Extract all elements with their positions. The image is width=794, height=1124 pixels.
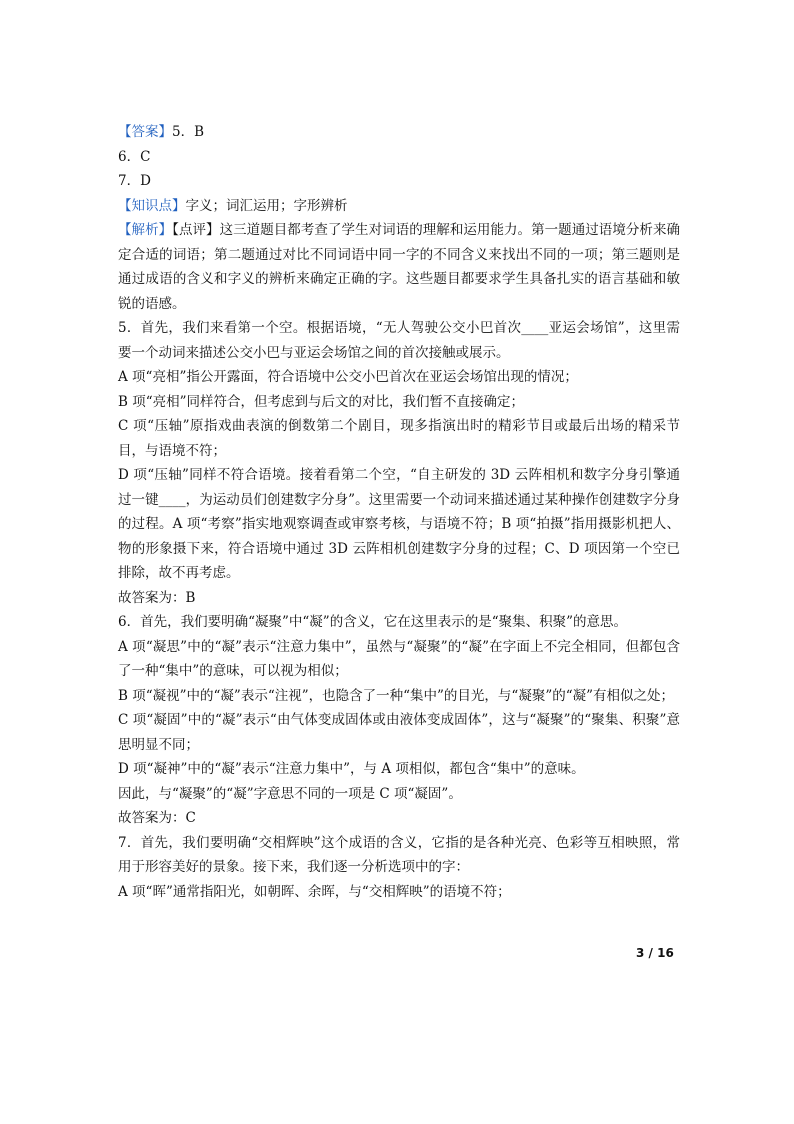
answer-line	[118, 120, 680, 145]
paragraph-q6-conclusion: 因此，与“凝聚”的“凝”字意思不同的一项是 C 项“凝固”。	[118, 785, 462, 802]
document-body	[118, 120, 680, 904]
paragraph-q5-c: C 项“压轴”原指戏曲表演的倒数第二个剧目，现多指演出时的精彩节目或最后出场的精采节目，与语境不符；	[118, 418, 680, 459]
analysis-paragraph	[118, 218, 680, 316]
analysis-tag: 【解析】	[118, 222, 173, 238]
paragraph-q6-answer: 故答案为：C	[118, 810, 196, 826]
analysis-text: 这三道题目都考查了学生对词语的理解和运用能力。第一题通过语境分析来确定合适的词语；第二题通过对比不同词语中同一字的不同含义来找出不同的一项；第三题则是通过成语的含义和字义的辨析来确定正确的字。这些题目都要求学生具备扎实的语言基础和敏锐的语感。	[118, 222, 681, 312]
paragraph-q7-intro: 7．首先，我们要明确“交相辉映”这个成语的含义，它指的是各种光亮、色彩等互相映照，常用于形容美好的景象。接下来，我们逐一分析选项中的字：	[118, 834, 680, 875]
comment-tag: 【点评】	[172, 222, 220, 238]
paragraph-q6-intro: 6．首先，我们要明确“凝聚”中“凝”的含义，它在这里表示的是“聚集、积聚”的意思。	[118, 614, 627, 630]
paragraph-q5-answer: 故答案为：B	[118, 589, 196, 606]
knowledge-line	[118, 194, 680, 219]
page-number: 3 / 16	[636, 946, 674, 960]
paragraph-q5-d: D 项“压轴”同样不符合语境。接着看第二个空，“自主研发的 3D 云阵相机和数字分身引擎通过一键____，为运动员们创建数字分身”。这里需要一个动词来描述通过某种操作创建数字分身的过程。A 项“考察”指实地观察调查或审察考核，与语境不符；B 项“拍摄”指用摄影机把人、物的形象摄下来，符合语境中通过 3D 云阵相机创建数字分身的过程；C、D 项因第一个空已排除，故不再考虑。	[118, 467, 680, 581]
knowledge-tag: 【知识点】	[118, 197, 186, 214]
paragraph-q6-b: B 项“凝视”中的“凝”表示“注视”，也隐含了一种“集中”的目光，与“凝聚”的“凝”有相似之处；	[118, 687, 675, 704]
answer-line-6: 6．C	[118, 148, 151, 165]
answer-tag: 【答案】	[118, 124, 172, 140]
paragraph-q7-a: A 项“晖”通常指阳光，如朝晖、余晖，与“交相辉映”的语境不符；	[118, 883, 511, 900]
paragraph-q6-d: D 项“凝神”中的“凝”表示“注意力集中”，与 A 项相似，都包含“集中”的意味。	[118, 761, 585, 777]
knowledge-text: 字义；词汇运用；字形辨析	[185, 197, 348, 214]
paragraph-q6-c: C 项“凝固”中的“凝”表示“由气体变成固体或由液体变成固体”，这与“凝聚”的“聚集、积聚”意思明显不同；	[118, 712, 680, 753]
paragraph-q5-intro: 5．首先，我们来看第一个空。根据语境，“无人驾驶公交小巴首次____亚运会场馆”，这里需要一个动词来描述公交小巴与亚运会场馆之间的首次接触或展示。	[118, 320, 680, 361]
answer-text: 5．B	[172, 124, 205, 140]
paragraph-q5-b: B 项“亮相”同样符合，但考虑到与后文的对比，我们暂不直接确定；	[118, 393, 525, 410]
paragraph-q6-a: A 项“凝思”中的“凝”表示“注意力集中”，虽然与“凝聚”的“凝”在字面上不完全相同，但都包含了一种“集中”的意味，可以视为相似；	[118, 638, 680, 679]
paragraph-q5-a: A 项“亮相”指公开露面，符合语境中公交小巴首次在亚运会场馆出现的情况；	[118, 369, 578, 385]
answer-line-7: 7．D	[118, 173, 151, 189]
